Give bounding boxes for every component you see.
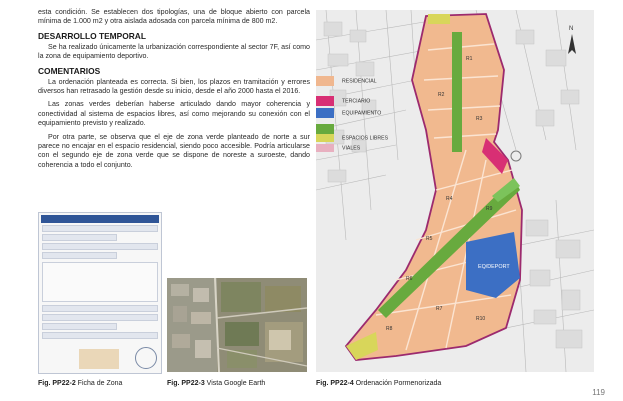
map-label-r6: R6	[406, 276, 413, 282]
legend-swatch	[316, 144, 334, 152]
map-label-r5: R5	[426, 236, 433, 242]
ordenacion-pormenorizada-map	[316, 10, 594, 372]
body-text-column	[38, 8, 310, 174]
map-label-r9: R9	[486, 206, 493, 212]
intro-paragraph: esta condición. Se establecen dos tipologías, una de bloque abierto con parcela mínima de 1.000 m2 y otra aislada adosada con parcela mínima de 800 m2.	[38, 8, 310, 26]
legend-swatch	[316, 96, 334, 106]
map-label-r7: R7	[436, 306, 443, 312]
caption-ficha-de-zona	[38, 380, 122, 387]
legend-label: ESPACIOS LIBRES	[342, 135, 389, 142]
legend-label: TERCIARIO	[342, 98, 371, 105]
ficha-row	[42, 323, 117, 330]
heading-comentarios: COMENTARIOS	[38, 65, 101, 76]
legend-label: RESIDENCIAL	[342, 78, 377, 85]
heading-desarrollo-temporal: DESARROLLO TEMPORAL	[38, 30, 146, 41]
comentarios-paragraph-3: Por otra parte, se observa que el eje de zona verde planteado de norte a sur parece no encajar en el espacio residencial, siendo poco accesible. Podría articularse con el segundo eje de zona verde que se dispone de noreste a suroeste, dando coherencia a todo el conjunto.	[38, 132, 310, 169]
map-label-r2: R2	[438, 92, 445, 98]
legend-item-green	[316, 124, 342, 134]
caption-ordenacion	[316, 380, 441, 387]
caption-text: Ordenación Pormenorizada	[353, 380, 442, 387]
legend-label: EQUIPAMIENTO	[342, 110, 382, 117]
caption-text: Ficha de Zona	[75, 380, 123, 387]
ficha-mini-map	[79, 349, 119, 369]
legend-item-residencial	[316, 76, 377, 86]
comentarios-paragraph-2: Las zonas verdes deberían haberse articulado dando mayor coherencia y conectividad al sistema de espacios libres, así como mejorando su conexión con el equipamiento previsto y realizado.	[38, 100, 310, 128]
ficha-row	[42, 225, 158, 232]
aerial-photo-graphic	[167, 278, 307, 372]
caption-fig-number: Fig. PP22-4	[316, 380, 354, 387]
caption-text: Vista Google Earth	[204, 380, 266, 387]
map-label-r3: R3	[476, 116, 483, 122]
legend-swatch	[316, 76, 334, 86]
legend-item-equipamiento	[316, 108, 381, 118]
legend-item-viales	[316, 144, 360, 152]
legend-swatch	[316, 124, 334, 134]
legend-item-espacios-libres	[316, 134, 388, 142]
caption-fig-number: Fig. PP22-3	[167, 380, 205, 387]
ficha-row	[42, 332, 158, 339]
ficha-row	[42, 305, 158, 312]
map-label-r4: R4	[446, 196, 453, 202]
map-label-r1: R1	[466, 56, 473, 62]
google-earth-aerial-image	[167, 278, 307, 372]
desarrollo-paragraph: Se ha realizado únicamente la urbanización correspondiente al sector 7F, así como la zona de equipamiento deportivo.	[38, 42, 310, 61]
ficha-de-zona-image	[38, 212, 162, 374]
caption-google-earth	[167, 380, 265, 387]
map-label-equipamiento: EQ/DEPORT	[478, 264, 510, 270]
ficha-text-block	[42, 262, 158, 302]
legend-swatch	[316, 134, 334, 142]
legend-item-terciario	[316, 96, 370, 106]
ficha-seal-icon	[135, 347, 157, 369]
ficha-row	[42, 314, 158, 321]
legend-swatch	[316, 108, 334, 118]
legend-label: VIALES	[342, 145, 361, 152]
north-label: N	[569, 26, 574, 32]
caption-fig-number: Fig. PP22-2	[38, 380, 76, 387]
comentarios-paragraph-1: La ordenación planteada es correcta. Si bien, los plazos en tramitación y errores diversos han retrasado la gestión desde su inicio, desde el año 2000 hasta el 2016.	[38, 77, 310, 96]
ficha-row	[42, 243, 158, 250]
page-number: 119	[592, 388, 605, 397]
ficha-header-bar	[41, 215, 159, 223]
zoning-map-graphic	[316, 10, 594, 372]
map-label-r10: R10	[476, 316, 486, 322]
ficha-row	[42, 252, 117, 259]
ficha-row	[42, 234, 117, 241]
map-label-r8: R8	[386, 326, 393, 332]
